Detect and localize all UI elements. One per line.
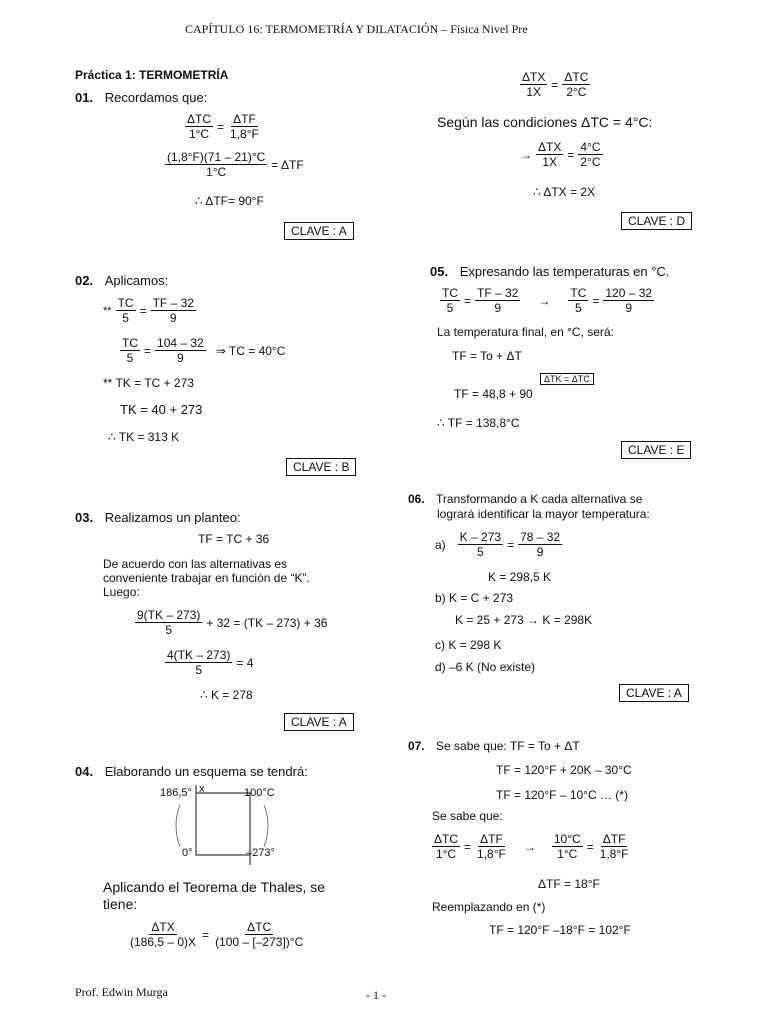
p5-line-1: La temperatura final, en °C, será: — [437, 325, 614, 339]
problem-03-label: 03. Realizamos un planteo: — [75, 510, 241, 525]
p7-result: ΔTF = 18°F — [538, 877, 600, 891]
p4-formula-2: $\frac{\text{ΔTX}}{1X}$ = $\frac{\text{ΔTC}}{2^\circ C}$ — [522, 70, 589, 99]
p7-line-1: TF = 120°F + 20K – 30°C — [496, 763, 632, 777]
p6-option-c: c) K = 298 K — [435, 638, 502, 652]
p3-desc-1: De acuerdo con las alternativas es — [103, 557, 288, 571]
p3-clave: CLAVE : A — [284, 713, 354, 731]
p3-eq3: $\frac{4(TK - 273)}{5}$ = 4 — [167, 648, 254, 677]
p5-line-2: TF = To + ΔT — [452, 349, 522, 363]
p5-result: ∴ TF = 138,8°C — [437, 416, 520, 430]
diagram-label-x-bottom: 0° — [182, 847, 193, 859]
footer-author: Prof. Edwin Murga — [75, 985, 168, 999]
p6-option-d: d) –6 K (No existe) — [435, 660, 536, 674]
p3-desc-3: Luego: — [103, 585, 140, 599]
p7-line-2: TF = 120°F – 10°C … (*) — [496, 788, 628, 802]
problem-06-label: 06. Transformando a K cada alternativa se — [408, 492, 643, 506]
p2-line-2: TK = 40 + 273 — [120, 402, 203, 417]
p4-thales-2: tiene: — [103, 896, 138, 912]
problem-04-label: 04. Elaborando un esquema se tendrá: — [75, 764, 308, 779]
p6-text-2: logrará identificar la mayor temperatura: — [437, 507, 650, 521]
problem-07-label: 07. Se sabe que: TF = To + ΔT — [408, 739, 580, 753]
p7-line-4: Reemplazando en (*) — [432, 900, 546, 914]
p6-formula-a: a) $\frac{K - 273}{5}$ = $\frac{78 - 32}{9}$ — [435, 530, 561, 559]
p4-formula-3: → $\frac{\text{ΔTX}}{1X}$ = $\frac{4^\circ C}{2^\circ C}$ — [520, 140, 601, 169]
p1-clave: CLAVE : A — [284, 222, 354, 240]
p3-desc-2: conveniente trabajar en función de “K”. — [103, 571, 310, 585]
p7-line-3: Se sabe que: — [432, 809, 503, 823]
page-header: CAPÍTULO 16: TERMOMETRÍA Y DILATACIÓN – Física Nivel Pre — [185, 22, 528, 36]
p2-result: ∴ TK = 313 K — [108, 430, 180, 444]
diagram-label-c-bottom: –273° — [246, 847, 275, 859]
p7-final: TF = 120°F –18°F = 102°F — [489, 923, 631, 937]
footer-page-number: - 1 - — [366, 988, 386, 1002]
p6-clave: CLAVE : A — [619, 684, 689, 702]
p2-formula-1: ** $\frac{TC}{5}$ = $\frac{TF - 32}{9}$ — [103, 296, 194, 325]
p5-note-box: ΔTK = ΔTC — [540, 373, 594, 385]
problem-02-label: 02. Aplicamos: — [75, 273, 169, 288]
practice-title: Práctica 1: TERMOMETRÍA — [75, 68, 229, 82]
p3-eq2: $\frac{9(TK - 273)}{5}$ + 32 = (TK – 273) + 36 — [137, 608, 328, 637]
p5-formula-1: $\frac{TC}{5}$ = $\frac{TF - 32}{9}$ → $\frac{TC}{5}$ = $\frac{120 - 32}{9}$ — [442, 286, 653, 315]
p6-result-b: K = 25 + 273 → K = 298K — [455, 613, 593, 627]
diagram-label-c-top: 100°C — [244, 787, 275, 799]
diagram-label-x-top: 186,5° — [160, 787, 192, 799]
p4-clave: CLAVE : D — [621, 212, 692, 230]
p4-result: ∴ ΔTX = 2X — [533, 185, 596, 199]
p4-formula-1: $\frac{\text{ΔTX}}{(186,5 - 0)X}$ = $\frac{\text{ΔTC}}{(100 - [-273])^\circ C}$ — [130, 920, 304, 949]
p5-line-3: TF = 48,8 + 90 — [454, 387, 533, 401]
problem-05-label: 05. Expresando las temperaturas en °C. — [430, 264, 670, 279]
p2-line-1: ** TK = TC + 273 — [103, 376, 194, 390]
p3-eq1: TF = TC + 36 — [198, 532, 270, 546]
p1-result: ∴ ΔTF= 90°F — [195, 194, 264, 208]
p4-thales-1: Aplicando el Teorema de Thales, se — [103, 879, 326, 895]
p1-formula-1: $\frac{\text{ΔTC}}{1^\circ C}$ = $\frac{\text{ΔTF}}{1,8^\circ F}$ — [187, 112, 259, 141]
diagram-label-x: x — [199, 783, 205, 795]
problem-01-label: 01. Recordamos que: — [75, 90, 208, 105]
p6-option-b: b) K = C + 273 — [435, 591, 514, 605]
p2-formula-2: $\frac{TC}{5}$ = $\frac{104 - 32}{9}$ ⇒ TC = 40°C — [122, 336, 286, 365]
p3-result: ∴ K = 278 — [200, 688, 253, 702]
p5-clave: CLAVE : E — [621, 441, 691, 459]
p2-clave: CLAVE : B — [286, 458, 356, 476]
thermometer-diagram — [160, 785, 290, 870]
p6-result-a: K = 298,5 K — [488, 570, 552, 584]
p1-formula-2: $\frac{(1,8^\circ F)(71 - 21)^\circ C}{1^\circ C}$ = ΔTF — [167, 150, 304, 179]
p7-formula: $\frac{\text{ΔTC}}{1^\circ C}$ = $\frac{\text{ΔTF}}{1,8^\circ F}$ → $\frac{10^\circ C}{1^\circ C}$ = $\frac{\text{ΔTF}}{1,8^\circ F}$ — [434, 832, 629, 861]
p4-condition: Según las condiciones ΔTC = 4°C: — [437, 114, 653, 130]
